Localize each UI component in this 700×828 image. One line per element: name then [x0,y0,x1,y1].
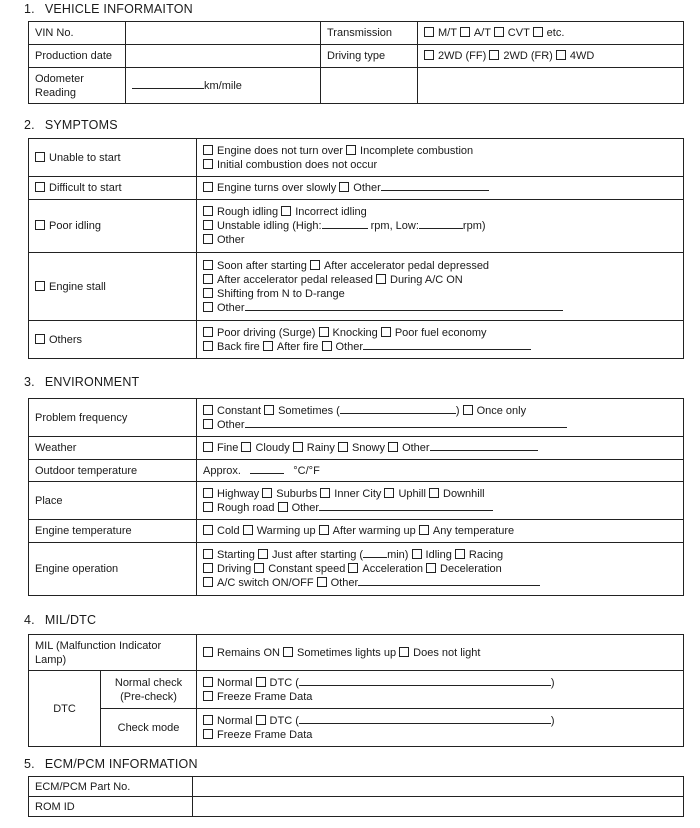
symptoms-table [28,138,684,359]
checkbox[interactable] [319,327,329,337]
checkbox[interactable] [317,577,327,587]
section-5-title: 5. ECM/PCM INFORMATION [24,757,198,771]
production-date-label: Production date [29,45,126,68]
checkbox[interactable] [203,691,213,701]
checkbox[interactable] [35,220,45,230]
checkbox[interactable] [338,442,348,452]
difficult-to-start-label: Difficult to start [29,177,197,200]
mil-dtc-table [28,634,684,747]
checkbox[interactable] [293,442,303,452]
checkbox[interactable] [35,334,45,344]
weather-options: Fine Cloudy Rainy Snowy Other [197,437,684,460]
checkbox[interactable] [203,159,213,169]
checkbox[interactable] [376,274,386,284]
checkbox[interactable] [35,281,45,291]
engine-stall-label: Engine stall [29,253,197,321]
checkbox[interactable] [463,405,473,415]
unable-to-start-options: Engine does not turn over Incomplete combustion Initial combustion does not occur [197,139,684,177]
checkbox[interactable] [203,419,213,429]
checkbox[interactable] [35,182,45,192]
checkbox[interactable] [203,715,213,725]
checkbox[interactable] [254,563,264,573]
engine-stall-options: Soon after starting After accelerator pedal depressed After accelerator pedal released During A/C ON Shifting from N to D-range Other [197,253,684,321]
checkbox[interactable] [264,405,274,415]
ecm-part-label: ECM/PCM Part No. [29,777,193,797]
checkbox[interactable] [258,549,268,559]
checkbox[interactable] [388,442,398,452]
transmission-label: Transmission [321,22,418,45]
checkbox[interactable] [348,563,358,573]
transmission-options: M/T A/T CVT etc. [418,22,684,45]
checkbox[interactable] [281,206,291,216]
checkbox[interactable] [455,549,465,559]
checkbox[interactable] [203,234,213,244]
engine-operation-options: Starting Just after starting ( min) Idling Racing Driving Constant speed Acceleration Deceleration A/C switch ON/OFF Other [197,543,684,596]
outdoor-temperature-label: Outdoor temperature [29,460,197,482]
checkbox[interactable] [203,442,213,452]
checkbox[interactable] [203,677,213,687]
engine-temperature-options: Cold Warming up After warming up Any temperature [197,520,684,543]
checkbox[interactable] [319,525,329,535]
checkbox[interactable] [203,327,213,337]
checkbox[interactable] [203,563,213,573]
checkbox[interactable] [203,145,213,155]
checkbox[interactable] [203,274,213,284]
others-options: Poor driving (Surge) Knocking Poor fuel economy Back fire After fire Other [197,321,684,359]
engine-operation-label: Engine operation [29,543,197,596]
mil-label: MIL (Malfunction Indicator Lamp) [29,635,197,671]
section-4-title: 4. MIL/DTC [24,613,97,627]
checkbox[interactable] [381,327,391,337]
odometer-label: Odometer Reading [29,68,126,104]
checkbox[interactable] [494,27,504,37]
dtc-label: DTC [29,671,101,747]
checkbox[interactable] [203,220,213,230]
vin-field[interactable] [126,22,321,45]
checkbox[interactable] [310,260,320,270]
checkbox[interactable] [203,341,213,351]
normal-check-label: Normal check (Pre-check) [101,671,197,709]
driving-type-options: 2WD (FF) 2WD (FR) 4WD [418,45,684,68]
ecm-pcm-table [28,776,684,817]
check-mode-label: Check mode [101,709,197,747]
ecm-part-field[interactable] [193,777,684,797]
checkbox[interactable] [556,50,566,60]
checkbox[interactable] [263,341,273,351]
checkbox[interactable] [283,647,293,657]
unable-to-start-label: Unable to start [29,139,197,177]
checkbox[interactable] [399,647,409,657]
vin-label: VIN No. [29,22,126,45]
problem-frequency-options: Constant Sometimes ( ) Once only Other [197,399,684,437]
place-label: Place [29,482,197,520]
rom-id-label: ROM ID [29,797,193,817]
checkbox[interactable] [241,442,251,452]
section-1-title: 1. VEHICLE INFORMAITON [24,2,193,16]
environment-table [28,398,684,596]
checkbox[interactable] [243,525,253,535]
poor-idling-options: Rough idling Incorrect idling Unstable idling (High: rpm, Low: rpm) Other [197,200,684,253]
checkbox[interactable] [256,677,266,687]
outdoor-temperature-field[interactable]: Approx. °C/°F [197,460,684,482]
poor-idling-label: Poor idling [29,200,197,253]
section-3-title: 3. ENVIRONMENT [24,375,140,389]
driving-type-label: Driving type [321,45,418,68]
checkbox[interactable] [203,647,213,657]
check-mode-options: Normal DTC ( ) Freeze Frame Data [197,709,684,747]
checkbox[interactable] [412,549,422,559]
checkbox[interactable] [424,50,434,60]
engine-temperature-label: Engine temperature [29,520,197,543]
checkbox[interactable] [203,525,213,535]
checkbox[interactable] [203,206,213,216]
place-options: Highway Suburbs Inner City Uphill Downhill Rough road Other [197,482,684,520]
normal-check-options: Normal DTC ( ) Freeze Frame Data [197,671,684,709]
odometer-field[interactable]: km/mile [126,68,321,104]
checkbox[interactable] [322,341,332,351]
checkbox[interactable] [384,488,394,498]
checkbox[interactable] [203,488,213,498]
checkbox[interactable] [203,302,213,312]
rom-id-field[interactable] [193,797,684,817]
vehicle-info-table [28,21,684,104]
section-2-title: 2. SYMPTOMS [24,118,118,132]
production-date-field[interactable] [126,45,321,68]
checkbox[interactable] [256,715,266,725]
checkbox[interactable] [426,563,436,573]
checkbox[interactable] [203,405,213,415]
checkbox[interactable] [203,549,213,559]
checkbox[interactable] [320,488,330,498]
checkbox[interactable] [203,182,213,192]
checkbox[interactable] [419,525,429,535]
problem-frequency-label: Problem frequency [29,399,197,437]
checkbox[interactable] [35,152,45,162]
checkbox[interactable] [346,145,356,155]
difficult-to-start-options: Engine turns over slowly Other [197,177,684,200]
checkbox[interactable] [460,27,470,37]
checkbox[interactable] [203,729,213,739]
checkbox[interactable] [533,27,543,37]
checkbox[interactable] [203,577,213,587]
checkbox[interactable] [203,288,213,298]
checkbox[interactable] [489,50,499,60]
checkbox[interactable] [203,502,213,512]
mil-options: Remains ON Sometimes lights up Does not light [197,635,684,671]
weather-label: Weather [29,437,197,460]
checkbox[interactable] [262,488,272,498]
checkbox[interactable] [424,27,434,37]
others-label: Others [29,321,197,359]
checkbox[interactable] [429,488,439,498]
checkbox[interactable] [339,182,349,192]
checkbox[interactable] [203,260,213,270]
checkbox[interactable] [278,502,288,512]
